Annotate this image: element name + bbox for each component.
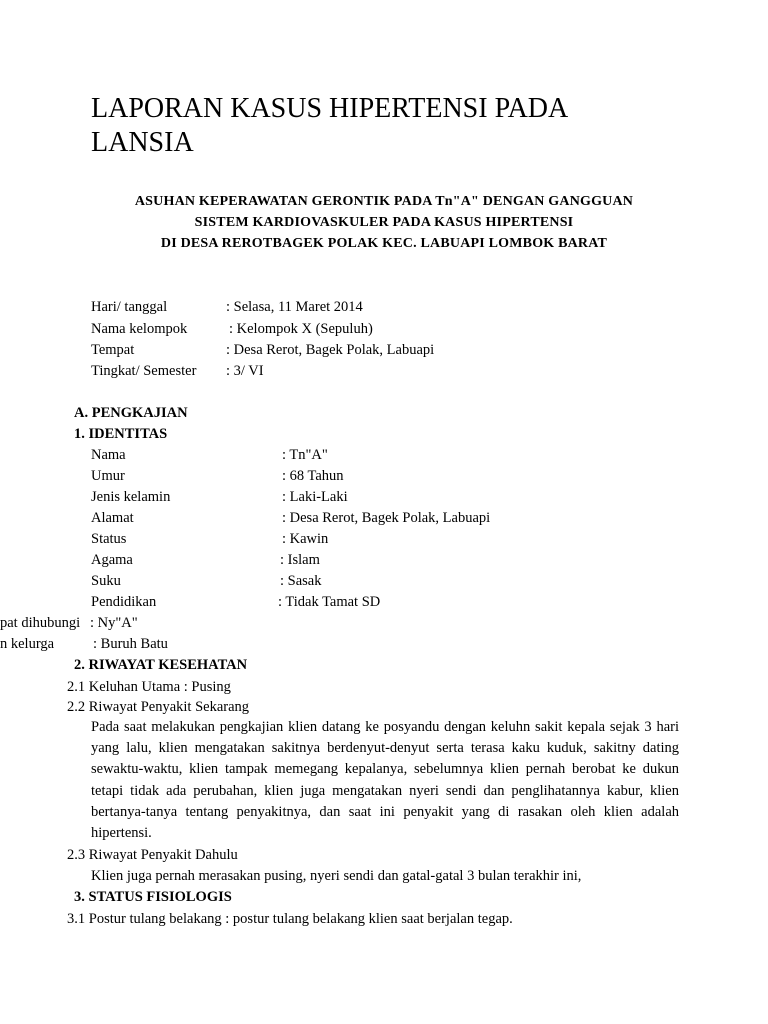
- document-title-line-2: LANSIA: [91, 127, 194, 158]
- subheading-status-fisiologis: 3. STATUS FISIOLOGIS: [74, 889, 232, 905]
- section-heading-pengkajian: A. PENGKAJIAN: [74, 405, 188, 421]
- item-keluhan-utama: 2.1 Keluhan Utama : Pusing: [67, 679, 231, 695]
- document-title-line-1: LAPORAN KASUS HIPERTENSI PADA: [91, 93, 569, 124]
- meta-value-group: : Kelompok X (Sepuluh): [229, 321, 373, 337]
- identity-label-address: Alamat: [91, 510, 134, 526]
- meta-label-date: Hari/ tanggal: [91, 299, 168, 315]
- identity-value-ethnicity: : Sasak: [280, 573, 322, 589]
- identity-label-family-job: n kelurga: [0, 636, 55, 652]
- item-riwayat-penyakit-sekarang: 2.2 Riwayat Penyakit Sekarang: [67, 699, 250, 715]
- identity-label-gender: Jenis kelamin: [91, 489, 171, 505]
- subtitle-line-3: DI DESA REROTBAGEK POLAK KEC. LABUAPI LOMBOK BARAT: [160, 236, 608, 251]
- identity-label-age: Umur: [91, 468, 125, 484]
- identity-value-education: : Tidak Tamat SD: [278, 594, 381, 610]
- item-riwayat-penyakit-dahulu: 2.3 Riwayat Penyakit Dahulu: [67, 847, 238, 863]
- identity-label-education: Pendidikan: [91, 594, 157, 610]
- paragraph-riwayat-penyakit-sekarang: Pada saat melakukan pengkajian klien datang ke posyandu dengan keluhn sakit kepala sejak 3 hari yang lalu, klien mengatakan sakitnya berdenyut-denyut serta terasa kaku kuduk, sakitny dating sewaktu-waktu, klien tampak memegang kepalanya, sebelumnya klien pernah berobat ke dukun tetapi tidak ada perubahan, klien juga mengatakan nyeri sendi dan penglihatannya kabur, klien bertanya-tanya tentang penyakitnya, dan saat ini penyakit yang di rasakan oleh klien adalah hipertensi.: [91, 719, 679, 842]
- meta-value-level: : 3/ VI: [226, 363, 264, 379]
- identity-label-religion: Agama: [91, 552, 133, 568]
- identity-value-address: : Desa Rerot, Bagek Polak, Labuapi: [282, 510, 491, 526]
- identity-value-contact: : Ny"A": [90, 615, 138, 631]
- identity-value-name: : Tn"A": [282, 447, 328, 463]
- identity-value-gender: : Laki-Laki: [282, 489, 348, 505]
- meta-value-place: : Desa Rerot, Bagek Polak, Labuapi: [226, 342, 435, 358]
- subtitle-line-1: ASUHAN KEPERAWATAN GERONTIK PADA Tn"A" DENGAN GANGGUAN: [134, 194, 634, 209]
- identity-label-ethnicity: Suku: [91, 573, 121, 589]
- identity-value-status: : Kawin: [282, 531, 329, 547]
- subheading-riwayat-kesehatan: 2. RIWAYAT KESEHATAN: [74, 657, 248, 673]
- identity-label-contact: pat dihubungi: [0, 615, 81, 631]
- paragraph-riwayat-penyakit-dahulu: Klien juga pernah merasakan pusing, nyeri sendi dan gatal-gatal 3 bulan terakhir ini,: [91, 868, 582, 884]
- meta-label-level: Tingkat/ Semester: [91, 363, 197, 379]
- item-postur-tulang-belakang: 3.1 Postur tulang belakang : postur tulang belakang klien saat berjalan tegap.: [67, 911, 513, 927]
- identity-value-family-job: : Buruh Batu: [93, 636, 168, 652]
- meta-label-place: Tempat: [91, 342, 135, 358]
- meta-value-date: : Selasa, 11 Maret 2014: [226, 299, 363, 315]
- identity-value-religion: : Islam: [280, 552, 320, 568]
- identity-label-status: Status: [91, 531, 127, 547]
- identity-label-name: Nama: [91, 447, 126, 463]
- subtitle-line-2: SISTEM KARDIOVASKULER PADA KASUS HIPERTENSI: [194, 215, 574, 230]
- subheading-identitas: 1. IDENTITAS: [74, 426, 168, 442]
- identity-value-age: : 68 Tahun: [282, 468, 344, 484]
- meta-label-group: Nama kelompok: [91, 321, 188, 337]
